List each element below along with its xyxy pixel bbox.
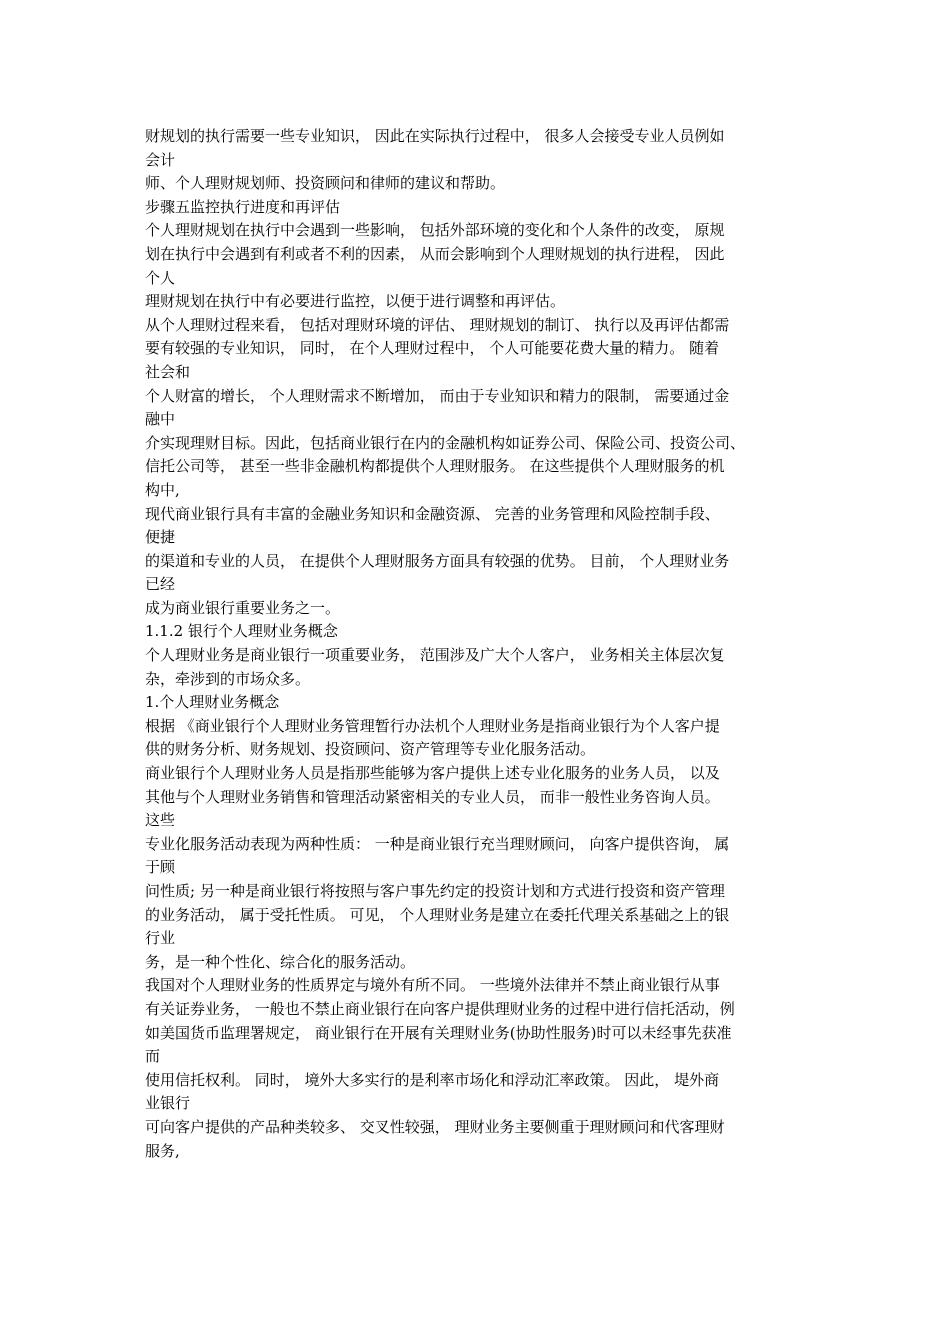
text-line: 业银行 [145, 1094, 191, 1113]
text-line: 如美国货币监理署规定， 商业银行在开展有关理财业务(协助性服务)时可以未经事先获准 [145, 1023, 732, 1042]
text-line: 这些 [145, 811, 176, 830]
text-line: 的业务活动， 属于受托性质。 可见， 个人理财业务是建立在委托代理关系基础之上的银 [145, 905, 730, 924]
text-line: 行业 [145, 929, 176, 948]
text-line: 现代商业银行具有丰富的金融业务知识和金融资源、 完善的业务管理和风险控制手段、 [145, 504, 720, 523]
text-line: 服务, [145, 1141, 180, 1160]
text-line: 便捷 [145, 528, 176, 547]
text-line: 融中 [145, 410, 176, 429]
text-line: 个人理财业务是商业银行一项重要业务， 范围涉及广大个人客户， 业务相关主体层次复 [145, 646, 725, 665]
text-line: 使用信托权利。 同时， 境外大多实行的是利率市场化和浮动汇率政策。 因此， 堤外商 [145, 1070, 720, 1089]
text-line: 理财规划在执行中有必要进行监控，以便于进行调整和再评估。 [145, 292, 566, 311]
text-line: 构中, [145, 480, 180, 499]
text-line: 介实现理财目标。因此，包括商业银行在内的金融机构如证券公司、保险公司、投资公司、 [145, 433, 746, 452]
text-line: 划在执行中会遇到有利或者不利的因素， 从而会影响到个人理财规划的执行进程， 因此 [145, 244, 725, 263]
text-line: 可向客户提供的产品种类较多、 交叉性较强， 理财业务主要侧重于理财顾问和代客理财 [145, 1117, 725, 1136]
text-line: 杂，牵涉到的市场众多。 [145, 669, 311, 688]
text-line: 而 [145, 1047, 161, 1066]
text-line: 专业化服务活动表现为两种性质： 一种是商业银行充当理财顾问， 向客户提供咨询， 属 [145, 834, 730, 853]
text-line: 要有较强的专业知识， 同时， 在个人理财过程中， 个人可能要花费大量的精力。 随着 [145, 339, 720, 358]
text-line: 个人 [145, 268, 176, 287]
text-line: 1.个人理财业务概念 [145, 693, 280, 712]
text-line: 个人财富的增长， 个人理财需求不断增加， 而由于专业知识和精力的限制， 需要通过金 [145, 386, 730, 405]
text-line: 会计 [145, 150, 176, 169]
text-line: 1.1.2 银行个人理财业务概念 [145, 622, 338, 641]
text-line: 商业银行个人理财业务人员是指那些能够为客户提供上述专业化服务的业务人员， 以及 [145, 764, 720, 783]
text-line: 供的财务分析、财务规划、投资顾问、资产管理等专业化服务活动。 [145, 740, 596, 759]
text-line: 已经 [145, 575, 176, 594]
text-line: 个人理财规划在执行中会遇到一些影响， 包括外部环境的变化和个人条件的改变， 原规 [145, 221, 725, 240]
text-line: 师、个人理财规划师、投资顾问和律师的建议和帮助。 [145, 174, 506, 193]
document-body [145, 125, 810, 1163]
text-line: 有关证券业务， 一般也不禁止商业银行在向客户提供理财业务的过程中进行信托活动，例 [145, 999, 735, 1018]
text-line: 成为商业银行重要业务之一。 [145, 598, 341, 617]
text-line: 信托公司等， 甚至一些非金融机构都提供个人理财服务。 在这些提供个人理财服务的机 [145, 457, 725, 476]
text-line: 财规划的执行需要一些专业知识， 因此在实际执行过程中， 很多人会接受专业人员例如 [145, 127, 725, 145]
text-line: 步骤五监控执行进度和再评估 [145, 197, 341, 216]
text-line: 其他与个人理财业务销售和管理活动紧密相关的专业人员， 而非一般性业务咨询人员。 [145, 787, 720, 806]
text-line: 根据 《商业银行个人理财业务管理暂行办法机个人理财业务是指商业银行为个人客户提 [145, 716, 720, 735]
text-line: 社会和 [145, 362, 191, 381]
text-line: 问性质; 另一种是商业银行将按照与客户事先约定的投资计划和方式进行投资和资产管理 [145, 882, 725, 900]
text-line: 从个人理财过程来看， 包括对理财环境的评估、 理财规划的制订、 执行以及再评估都需 [145, 315, 730, 334]
text-line: 的渠道和专业的人员， 在提供个人理财服务方面具有较强的优势。 目前， 个人理财业务 [145, 551, 730, 570]
text-line: 务，是一种个性化、综合化的服务活动。 [145, 952, 416, 971]
text-line: 于顾 [145, 858, 176, 877]
text-line: 我国对个人理财业务的性质界定与境外有所不同。 一些境外法律并不禁止商业银行从事 [145, 976, 720, 995]
